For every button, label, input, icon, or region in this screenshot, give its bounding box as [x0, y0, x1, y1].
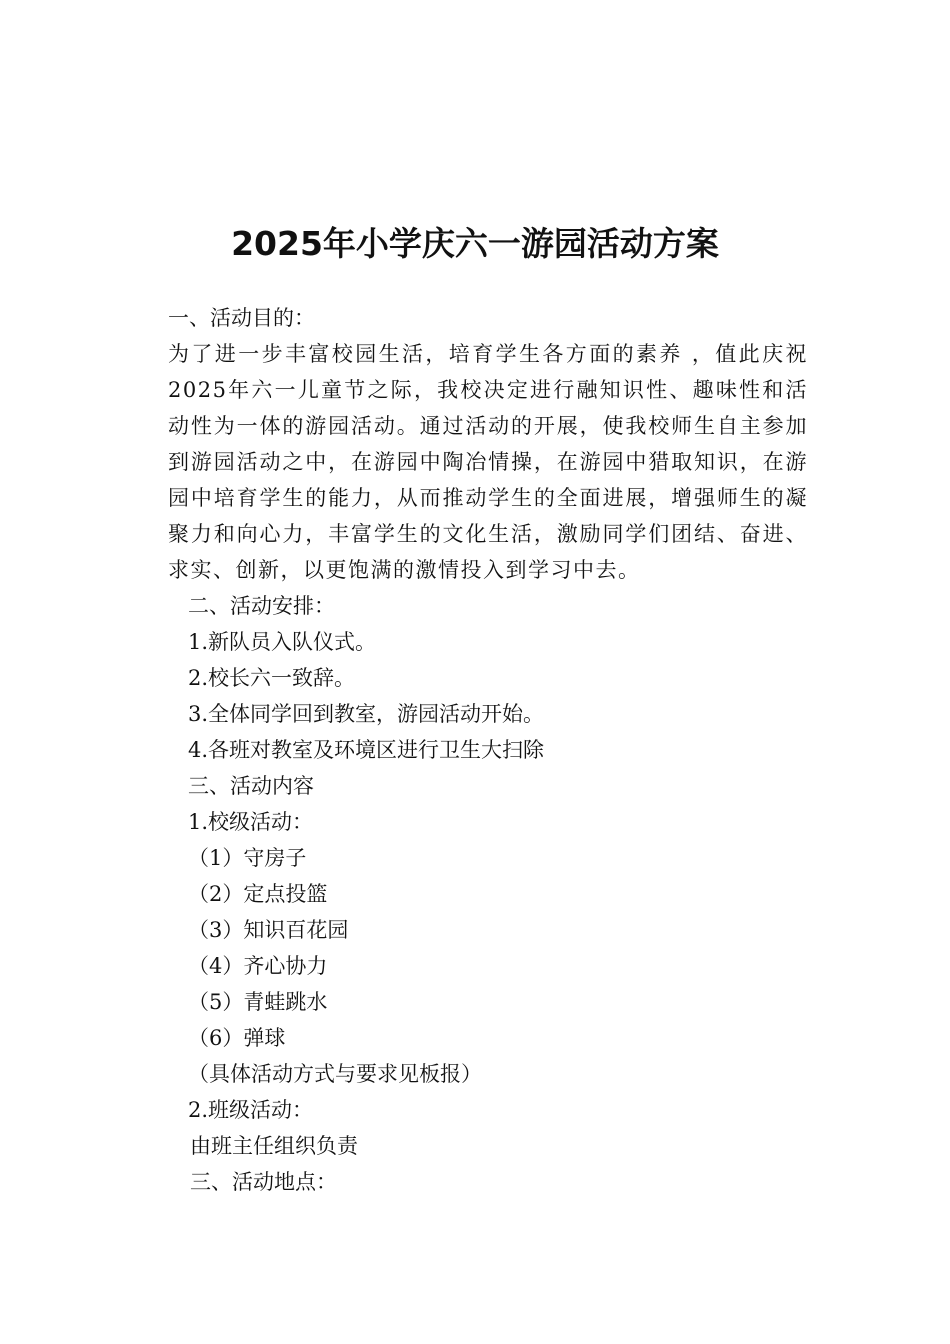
arrangement-item: 4.各班对教室及环境区进行卫生大扫除 [188, 738, 545, 762]
school-activity-item: （5）青蛙跳水 [188, 990, 328, 1014]
class-activities-heading: 2.班级活动： [188, 1098, 314, 1122]
class-activities-body: 由班主任组织负责 [190, 1134, 358, 1158]
section-heading-arrangement: 二、活动安排： [188, 594, 335, 618]
school-activities-note: （具体活动方式与要求见板报） [188, 1062, 482, 1086]
purpose-paragraph: 为了进一步丰富校园生活，培育学生各方面的素养 ，值此庆祝2025年六一儿童节之际，我校决定进行融知识性、趣味性和活动性为一体的游园活动。通过活动的开展，使我校师生自主参加到游园活动之中，在游园中陶冶情操，在游园中猎取知识，在游园中培育学生的能力，从而推动学生的全面进展，增强师生的凝聚力和向心力，丰富学生的文化生活，激励同学们团结、奋进、求实、创新，以更饱满的激情投入到学习中去。 [168, 342, 808, 582]
school-activity-item: （6）弹球 [188, 1026, 286, 1050]
section-heading-content: 三、活动内容 [188, 774, 314, 798]
school-activity-item: （1）守房子 [188, 846, 307, 870]
arrangement-item: 1.新队员入队仪式。 [188, 630, 377, 654]
section-heading-purpose: 一、活动目的： [168, 306, 315, 330]
school-activity-item: （2）定点投篮 [188, 882, 328, 906]
school-activities-heading: 1.校级活动： [188, 810, 314, 834]
document-body [168, 300, 808, 1200]
arrangement-item: 2.校长六一致辞。 [188, 666, 356, 690]
section-heading-location: 三、活动地点： [190, 1170, 337, 1194]
school-activity-item: （3）知识百花园 [188, 918, 349, 942]
arrangement-item: 3.全体同学回到教室，游园活动开始。 [188, 702, 545, 726]
document-title: 2025年小学庆六一游园活动方案 [231, 224, 719, 263]
school-activity-item: （4）齐心协力 [188, 954, 328, 978]
